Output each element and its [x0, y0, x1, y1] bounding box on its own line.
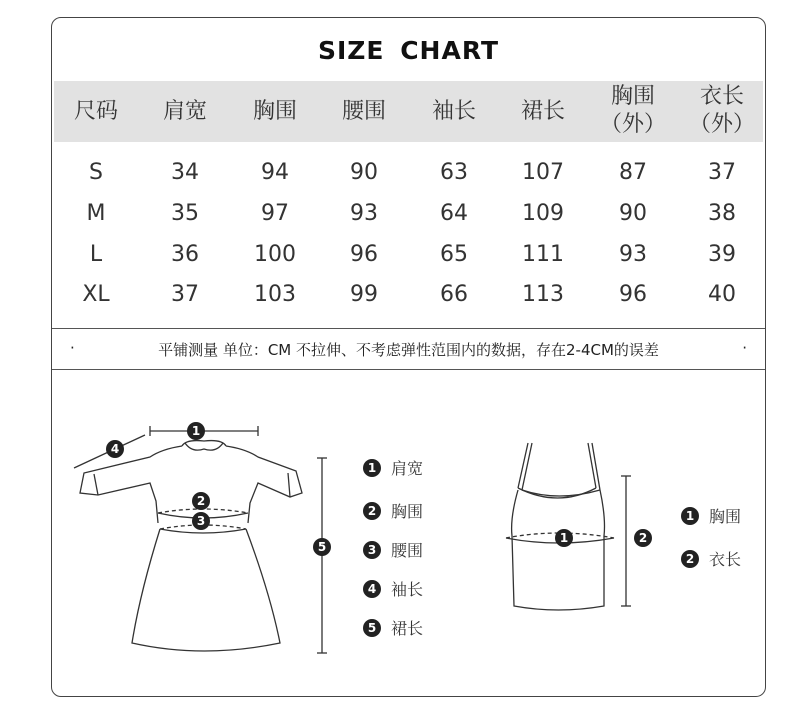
- note-bullet-left: ·: [70, 339, 75, 357]
- cell-sleeve: 66: [440, 282, 468, 307]
- legend-label: 裙长: [391, 619, 424, 638]
- note-text: 平铺测量 单位：CM 不拉伸、不考虑弹性范围内的数据，存在2-4CM的误差: [158, 341, 659, 359]
- dress-badge-4: 4: [106, 440, 124, 458]
- legend-label: 胸围: [391, 502, 424, 521]
- header-outer-length: [689, 83, 755, 139]
- cell-shoulder: 36: [171, 242, 199, 267]
- cell-outer-bust: 87: [619, 160, 647, 185]
- cell-shoulder: 34: [171, 160, 199, 185]
- dress-badge-5: 5: [313, 538, 331, 556]
- header-outer-bust-line2: （外）: [599, 112, 667, 137]
- header-waist: 腰围: [341, 99, 387, 124]
- cell-skirt: 111: [522, 242, 564, 267]
- cell-bust: 97: [261, 201, 289, 226]
- legend-label: 腰围: [391, 541, 424, 560]
- dress-legend-item: [363, 577, 423, 600]
- cell-size: S: [89, 160, 103, 185]
- cell-skirt: 113: [522, 282, 564, 307]
- dress-legend-item: [363, 538, 423, 561]
- cell-waist: 96: [350, 242, 378, 267]
- cell-size: M: [86, 201, 106, 226]
- legend-number-badge: 3: [363, 541, 381, 559]
- cell-skirt: 107: [522, 160, 564, 185]
- cell-waist: 90: [350, 160, 378, 185]
- header-shoulder: 肩宽: [162, 99, 208, 124]
- cell-size: XL: [82, 282, 110, 307]
- dress-badge-3: 3: [192, 512, 210, 530]
- header-bust: 胸围: [252, 99, 298, 124]
- divider-top: [52, 328, 765, 329]
- legend-label: 衣长: [709, 550, 742, 569]
- top-badge-2: 2: [634, 529, 652, 547]
- header-outer-length-line1: 衣长: [699, 84, 745, 109]
- dress-legend-item: [363, 499, 423, 522]
- cell-outer-bust: 93: [619, 242, 647, 267]
- legend-number-badge: 2: [681, 550, 699, 568]
- cell-size: L: [89, 242, 103, 267]
- cell-bust: 94: [261, 160, 289, 185]
- measurement-note: [52, 339, 765, 360]
- dress-legend-item: [363, 616, 423, 639]
- cell-bust: 100: [254, 242, 296, 267]
- header-size: 尺码: [73, 99, 119, 124]
- cell-waist: 93: [350, 201, 378, 226]
- cell-outer-bust: 90: [619, 201, 647, 226]
- header-skirt: 裙长: [520, 99, 566, 124]
- legend-label: 袖长: [391, 580, 424, 599]
- cell-outer-bust: 96: [619, 282, 647, 307]
- divider-bottom: [52, 369, 765, 370]
- cell-sleeve: 63: [440, 160, 468, 185]
- cell-sleeve: 64: [440, 201, 468, 226]
- legend-number-badge: 4: [363, 580, 381, 598]
- top-legend-item: [681, 504, 741, 527]
- camisole-diagram-icon: [492, 438, 642, 613]
- dress-badge-2: 2: [192, 492, 210, 510]
- header-outer-bust-line1: 胸围: [610, 84, 656, 109]
- cell-shoulder: 35: [171, 201, 199, 226]
- cell-sleeve: 65: [440, 242, 468, 267]
- legend-number-badge: 5: [363, 619, 381, 637]
- cell-outer-length: 39: [708, 242, 736, 267]
- dress-legend-item: [363, 456, 423, 479]
- legend-label: 胸围: [709, 507, 742, 526]
- legend-number-badge: 1: [681, 507, 699, 525]
- legend-label: 肩宽: [391, 459, 424, 478]
- legend-number-badge: 2: [363, 502, 381, 520]
- note-bullet-right: ·: [742, 339, 747, 357]
- header-outer-length-line2: （外）: [688, 112, 756, 137]
- cell-bust: 103: [254, 282, 296, 307]
- chart-title: SIZE CHART: [317, 36, 499, 65]
- header-sleeve: 袖长: [431, 99, 477, 124]
- cell-waist: 99: [350, 282, 378, 307]
- legend-number-badge: 1: [363, 459, 381, 477]
- dress-badge-1: 1: [187, 422, 205, 440]
- header-outer-bust: [600, 83, 666, 139]
- cell-outer-length: 38: [708, 201, 736, 226]
- cell-shoulder: 37: [171, 282, 199, 307]
- top-badge-1: 1: [555, 529, 573, 547]
- cell-skirt: 109: [522, 201, 564, 226]
- top-legend-item: [681, 547, 741, 570]
- size-chart-card: [51, 17, 766, 697]
- cell-outer-length: 37: [708, 160, 736, 185]
- cell-outer-length: 40: [708, 282, 736, 307]
